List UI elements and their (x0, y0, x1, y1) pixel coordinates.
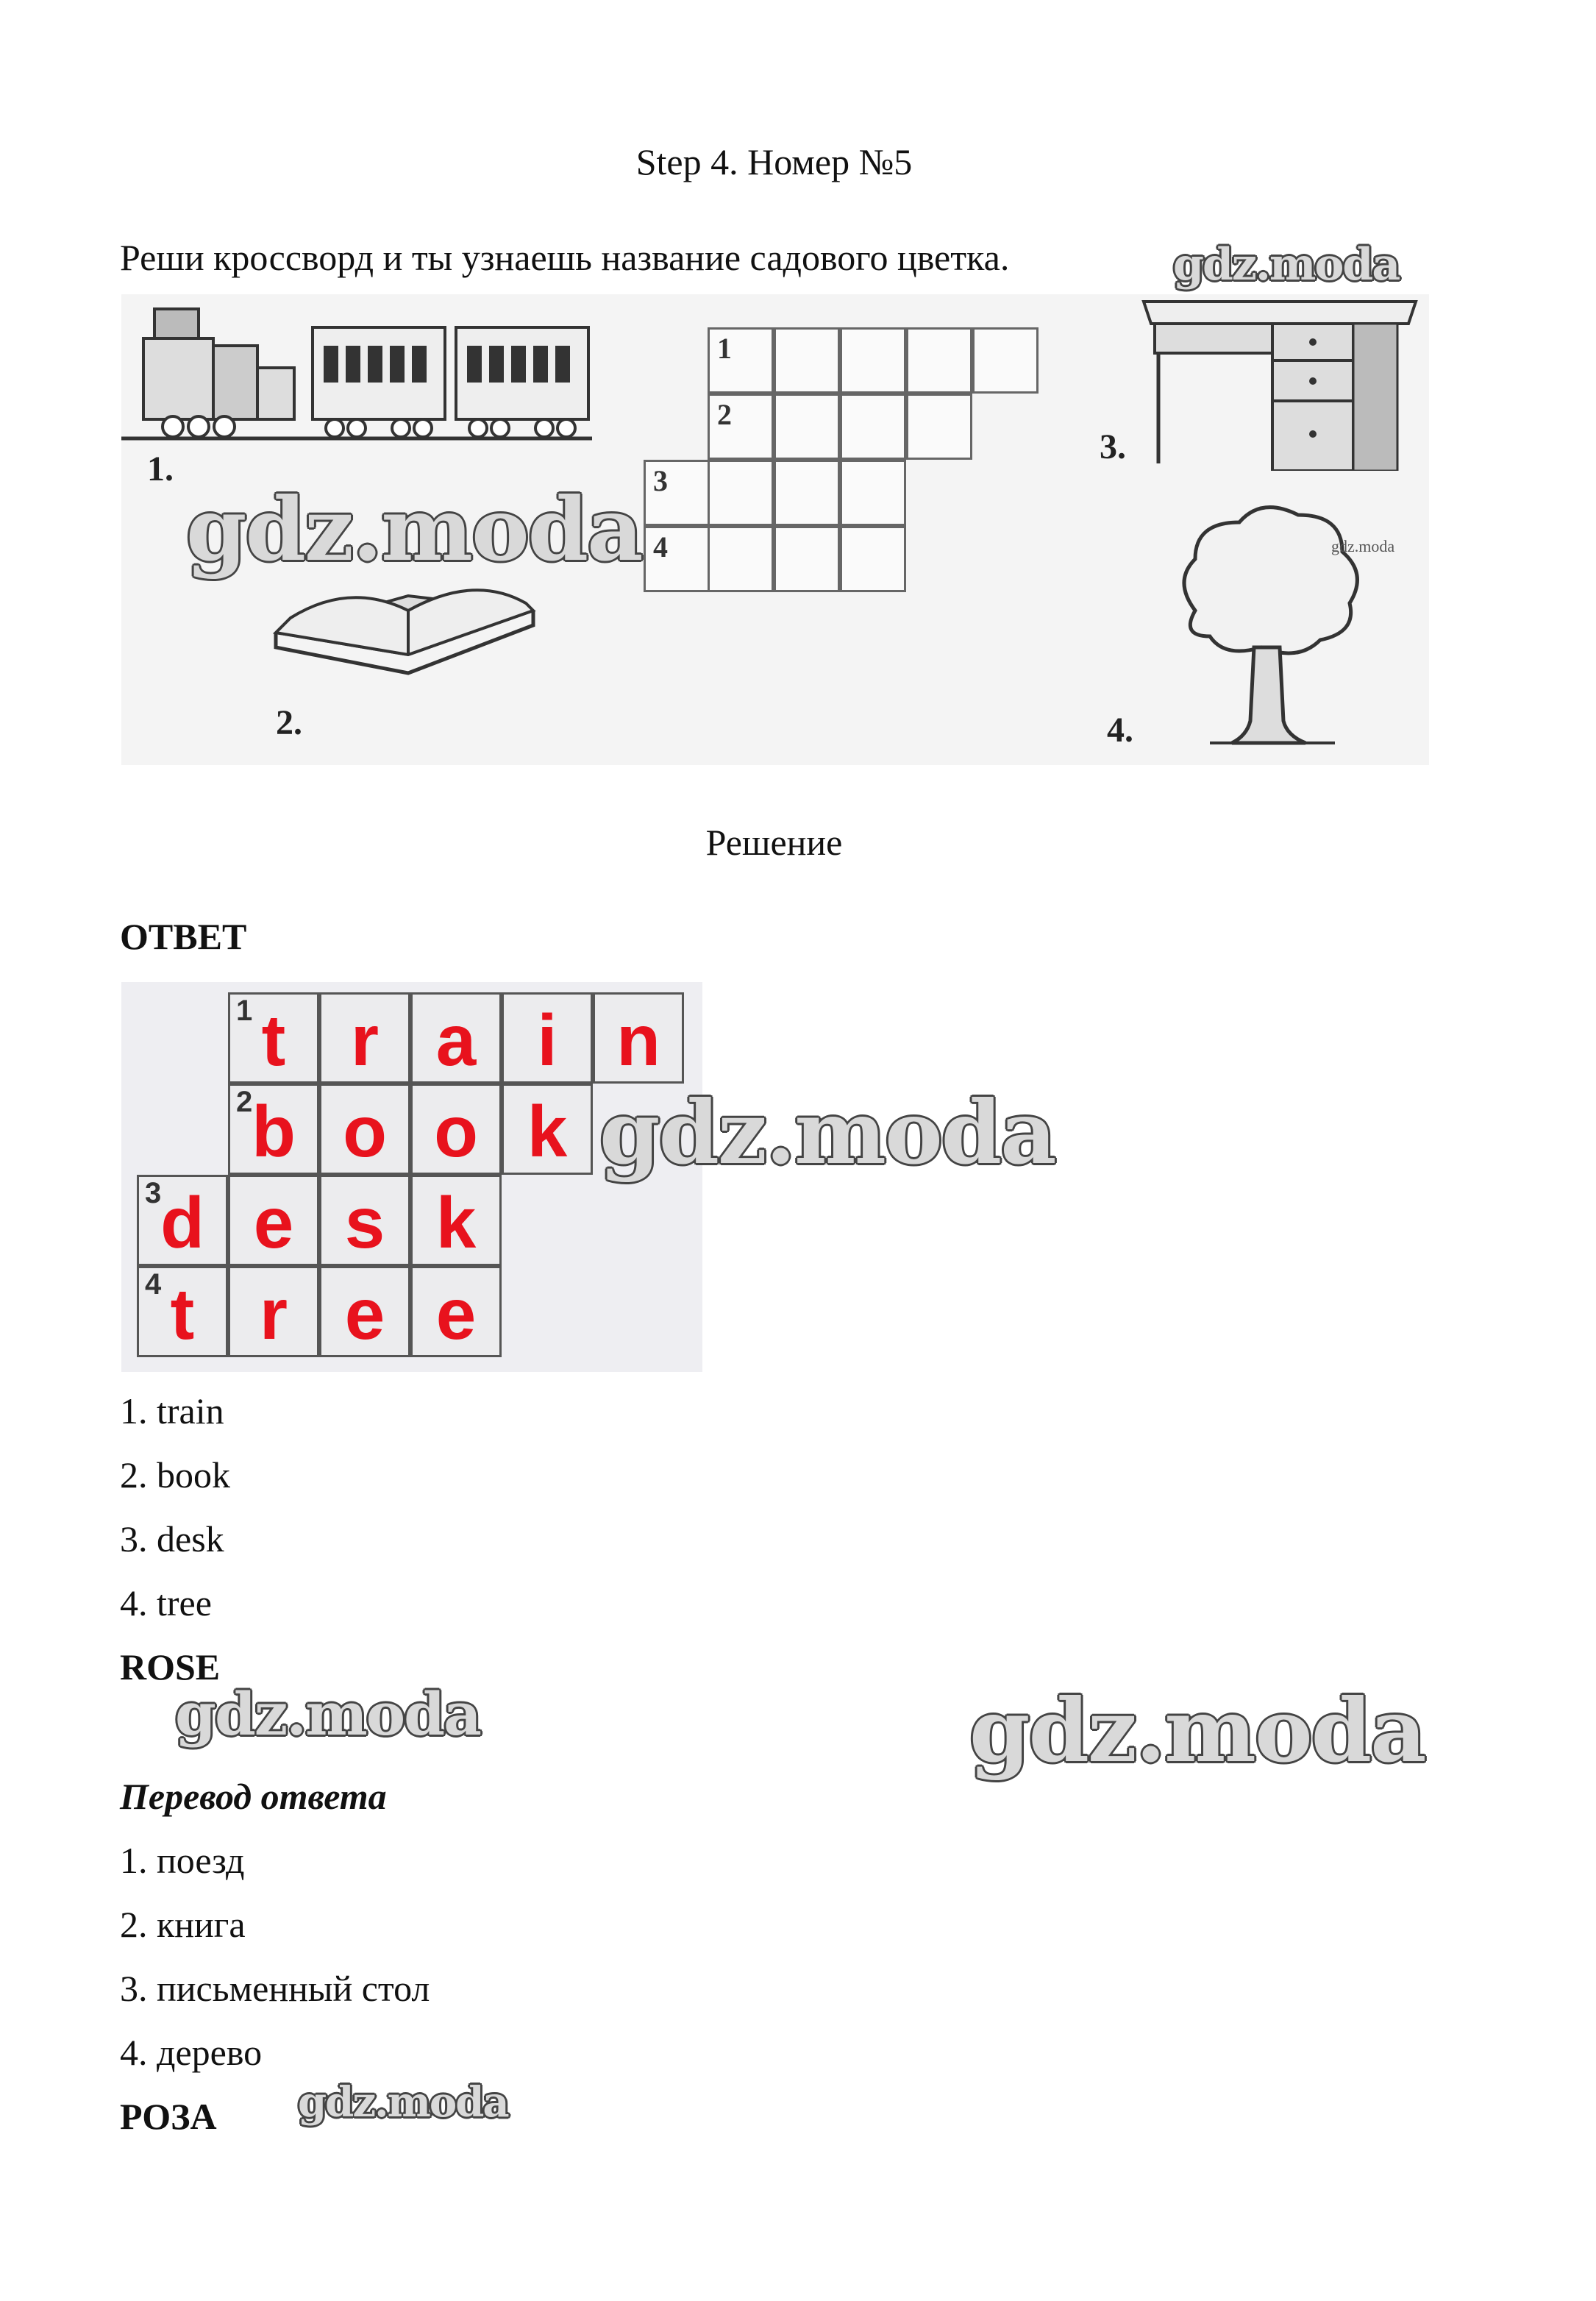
grid-cell (774, 526, 840, 592)
book-icon (261, 566, 548, 691)
page-title: Step 4. Номер №5 (635, 141, 913, 182)
crossword-puzzle-image (121, 294, 1429, 765)
answer-letter: s (344, 1182, 385, 1263)
answer-letter: k (527, 1091, 568, 1172)
grid-cell (840, 327, 906, 394)
answer-letter: t (261, 1000, 286, 1081)
grid-cell (708, 327, 774, 394)
translation-item-3: 3. письменный стол (120, 1968, 430, 2009)
grid-number: 3 (653, 464, 668, 497)
answer-item-1: 1. train (120, 1390, 224, 1432)
grid-cell (593, 992, 684, 1084)
grid-cell (410, 1266, 502, 1357)
grid-cell (840, 526, 906, 592)
watermark: gdz.moda (186, 478, 642, 580)
grid-cell (228, 992, 319, 1084)
watermark: gdz.moda (298, 2078, 508, 2127)
answer-letter: d (160, 1182, 204, 1263)
row-number: 2 (236, 1086, 253, 1118)
translation-word: РОЗА (120, 2096, 217, 2137)
grid-cell (228, 1175, 319, 1266)
grid-cell (137, 1175, 228, 1266)
picture-label-3: 3. (1100, 427, 1126, 466)
answer-word: ROSE (120, 1646, 221, 1687)
row-number: 4 (145, 1268, 162, 1301)
answer-letter: a (435, 1000, 477, 1081)
answer-letter: i (537, 1000, 557, 1081)
answer-letter: k (435, 1182, 477, 1263)
answer-letter: r (350, 1000, 380, 1081)
grid-cell (137, 1266, 228, 1357)
grid-cell (906, 394, 972, 460)
grid-cell (410, 992, 502, 1084)
grid-cell (410, 1084, 502, 1175)
translation-item-1: 1. поезд (120, 1840, 245, 1881)
picture-label-1: 1. (147, 449, 174, 488)
grid-cell (840, 460, 906, 526)
grid-cell (319, 1084, 410, 1175)
grid-cell (319, 1175, 410, 1266)
watermark: gdz.moda (599, 1081, 1055, 1184)
grid-cell (228, 1266, 319, 1357)
answer-letter: e (435, 1273, 477, 1354)
picture-label-4: 4. (1107, 711, 1133, 750)
train-icon (121, 294, 592, 449)
grid-cell (774, 327, 840, 394)
watermark-small: gdz.moda (1331, 537, 1395, 555)
grid-cell (708, 526, 774, 592)
watermark: gdz.moda (969, 1679, 1425, 1782)
translation-item-2: 2. книга (120, 1904, 246, 1945)
answer-letter: o (434, 1091, 478, 1172)
grid-cell (972, 327, 1039, 394)
grid-cell (502, 1084, 593, 1175)
grid-cell (840, 394, 906, 460)
desk-icon (1129, 294, 1423, 471)
grid-cell (644, 526, 710, 592)
grid-cell (644, 460, 710, 526)
picture-label-2: 2. (276, 703, 302, 742)
watermark: gdz.moda (175, 1679, 480, 1749)
answer-item-2: 2. book (120, 1454, 230, 1496)
answer-letter: t (170, 1273, 195, 1354)
grid-cell (319, 992, 410, 1084)
answer-letter: e (344, 1273, 385, 1354)
grid-cell (502, 992, 593, 1084)
answer-letter: b (252, 1091, 296, 1172)
row-number: 3 (145, 1177, 162, 1209)
answer-letter: n (616, 1000, 660, 1081)
task-text: Реши кроссворд и ты узнаешь название садового цветка. (120, 237, 1010, 278)
grid-cell (774, 394, 840, 460)
answer-item-3: 3. desk (120, 1518, 224, 1560)
watermark: gdz.moda (1173, 239, 1400, 291)
answer-heading: ОТВЕТ (120, 916, 247, 957)
grid-number: 4 (653, 530, 668, 563)
solution-heading: Решение (705, 822, 843, 863)
answer-item-4: 4. tree (120, 1582, 212, 1623)
grid-cell (319, 1266, 410, 1357)
answer-letter: r (259, 1273, 288, 1354)
translation-heading: Перевод ответа (120, 1776, 387, 1817)
grid-cell (410, 1175, 502, 1266)
grid-cell (708, 394, 774, 460)
answer-letter: o (343, 1091, 387, 1172)
translation-item-4: 4. дерево (120, 2032, 263, 2073)
grid-cell (906, 327, 972, 394)
grid-number: 2 (717, 398, 732, 431)
grid-cell (708, 460, 774, 526)
answer-letter: e (253, 1182, 294, 1263)
grid-number: 1 (717, 332, 732, 365)
row-number: 1 (236, 995, 253, 1027)
grid-cell (228, 1084, 319, 1175)
grid-cell (774, 460, 840, 526)
